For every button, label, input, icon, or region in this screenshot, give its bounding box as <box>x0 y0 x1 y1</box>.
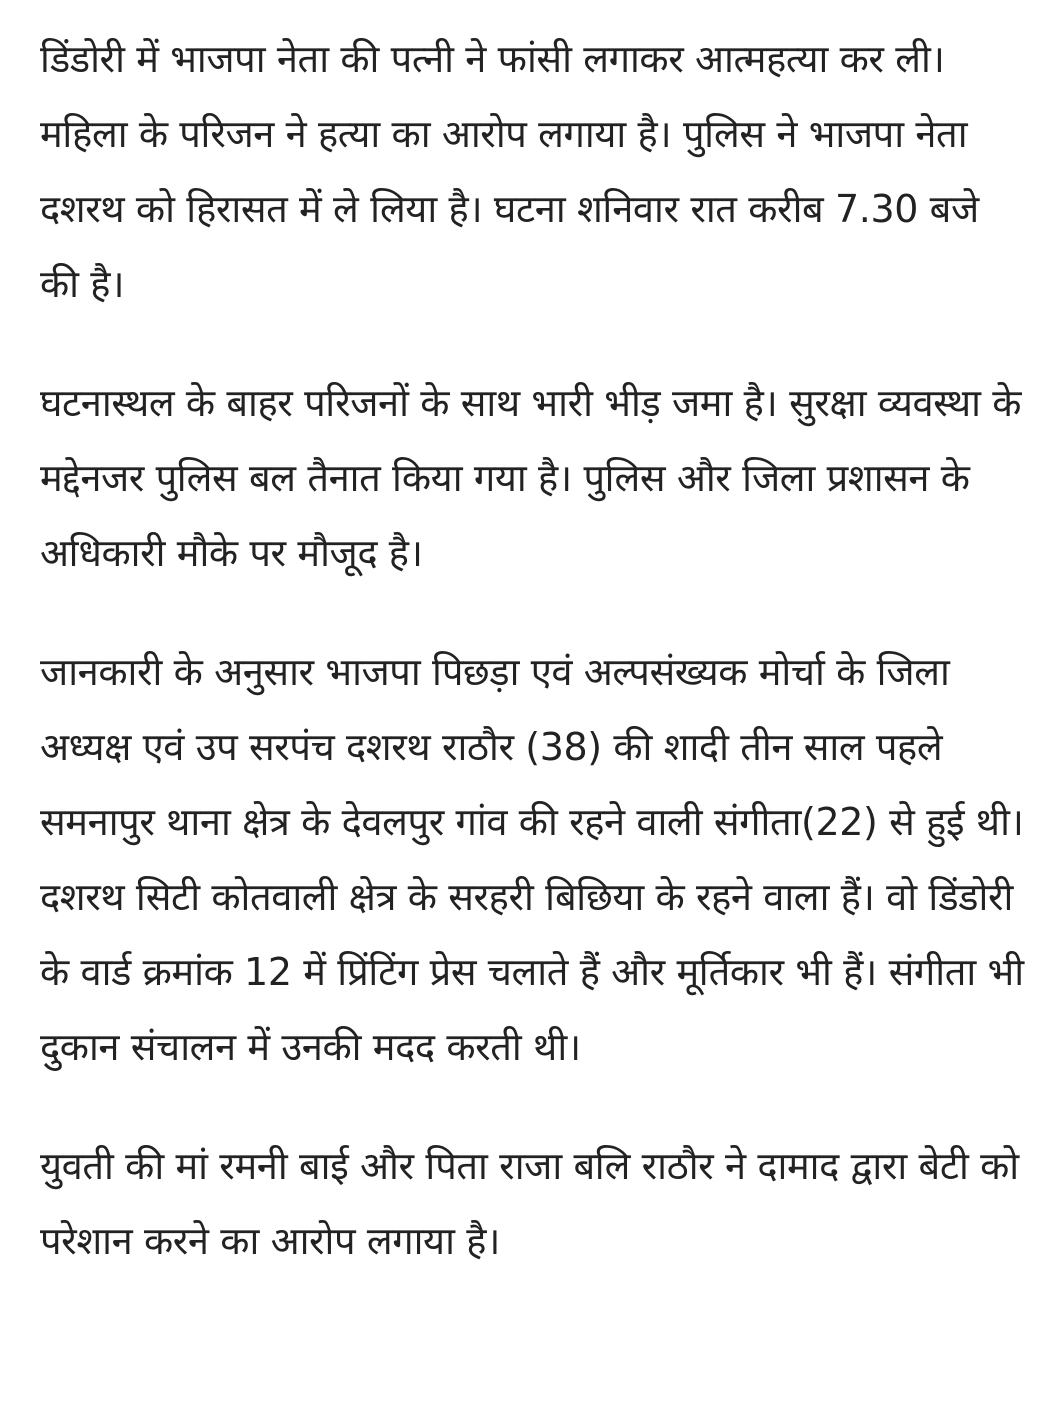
article-paragraph: घटनास्थल के बाहर परिजनों के साथ भारी भीड़ जमा है। सुरक्षा व्यवस्था के मद्देनजर पुलिस बल तैनात किया गया है। पुलिस और जिला प्रशासन के अधिकारी मौके पर मौजूद है। <box>40 381 1022 575</box>
article-paragraph: युवती की मां रमनी बाई और पिता राजा बलि राठौर ने दामाद द्वारा बेटी को परेशान करने का आरोप लगाया है। <box>40 1144 1019 1263</box>
article-paragraph: दशरथ सिटी कोतवाली क्षेत्र के सरहरी बिछिया के रहने वाला हैं। वो डिंडोरी के वार्ड क्रमांक 12 में प्रिंटिंग प्रेस चलाते हैं और मूर्तिकार भी हैं। संगीता भी दुकान संचालन में उनकी मदद करती थी। <box>40 875 1024 1069</box>
article-paragraph: जानकारी के अनुसार भाजपा पिछड़ा एवं अल्पसंख्यक मोर्चा के जिला अध्यक्ष एवं उप सरपंच दशरथ राठौर (38) की शादी तीन साल पहले समनापुर थाना क्षेत्र के देवलपुर गांव की रहने वाली संगीता(22) से हुई थी। <box>40 650 1024 844</box>
article-paragraph: डिंडोरी में भाजपा नेता की पत्नी ने फांसी लगाकर आत्महत्या कर ली। महिला के परिजन ने हत्या का आरोप लगाया है। पुलिस ने भाजपा नेता दशरथ को हिरासत में ले लिया है। घटना शनिवार रात करीब 7.30 बजे की है। <box>40 37 979 306</box>
article-body <box>40 22 1025 1279</box>
